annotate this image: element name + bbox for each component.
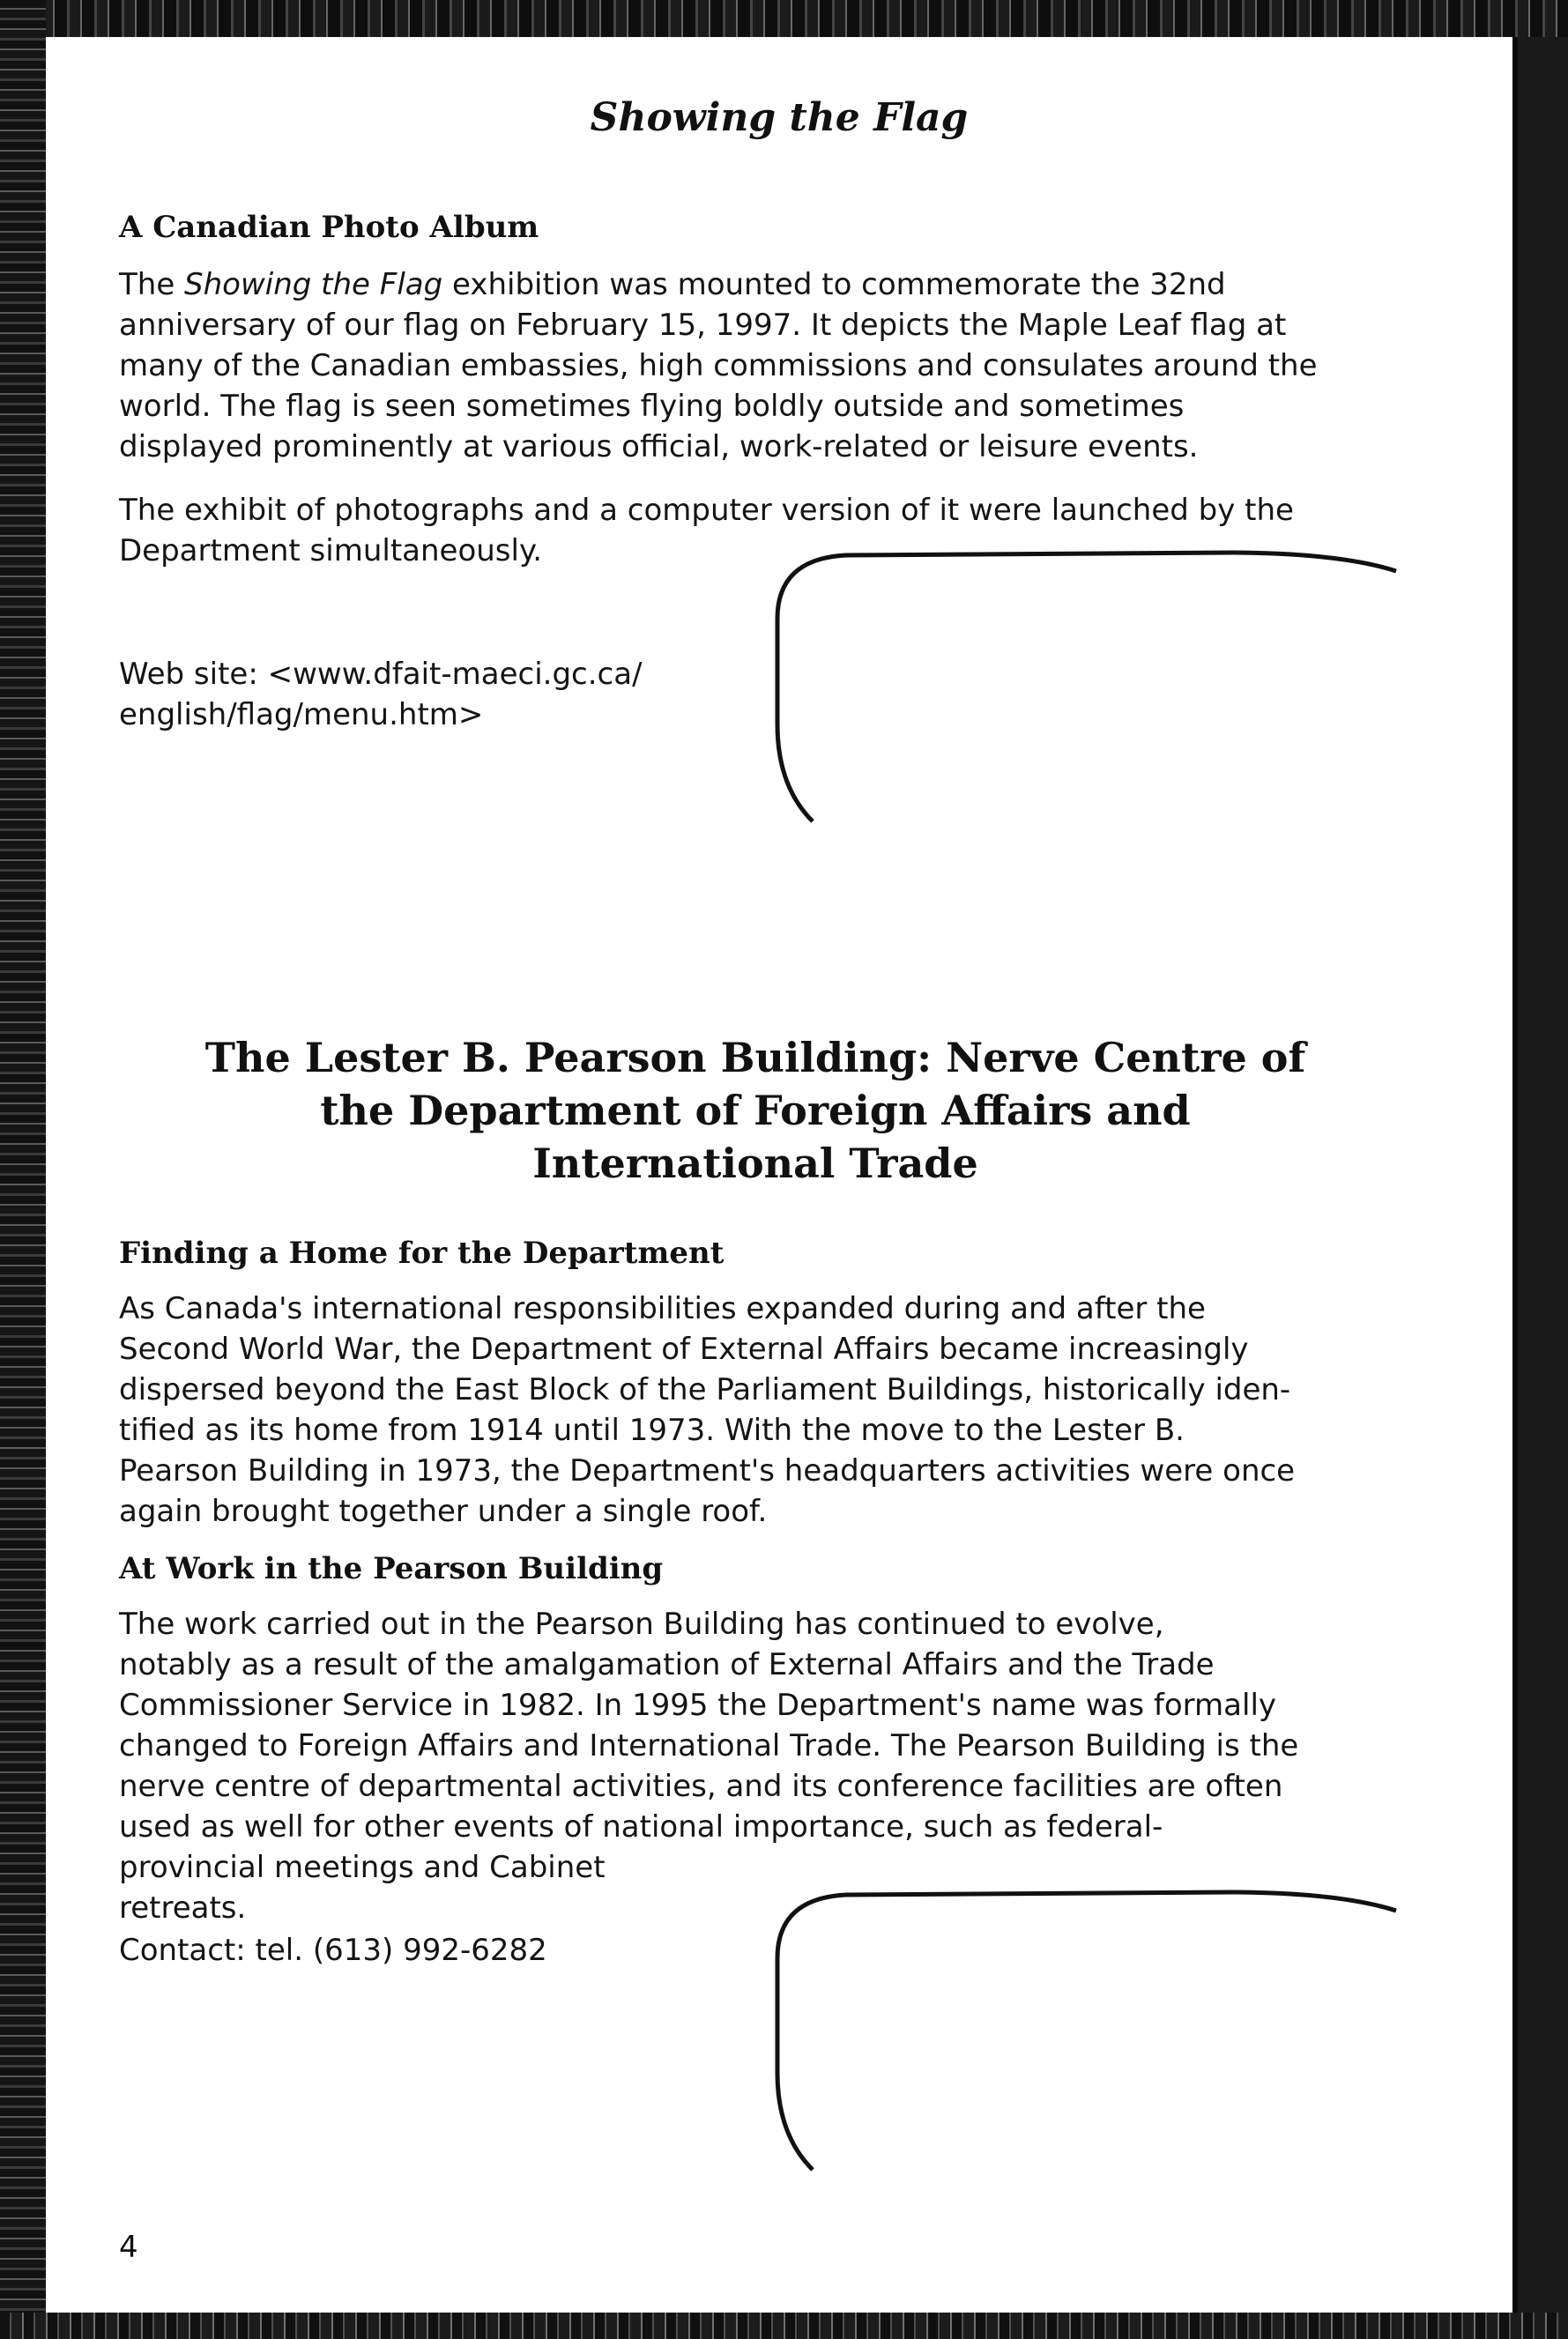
section1-paragraph-1 <box>119 264 1459 467</box>
section1-title: Showing the Flag <box>590 95 969 140</box>
title-line: the Department of Foreign Affairs and <box>320 1087 1191 1134</box>
photo-frame-bracket-2 <box>742 1853 1412 2179</box>
text-line: provincial meetings and Cabinet <box>119 1850 606 1885</box>
title-line: International Trade <box>532 1140 978 1187</box>
section2-paragraph-1 <box>119 1288 1476 1532</box>
document-page <box>46 37 1518 2313</box>
text-line: Second World War, the Department of External Affairs became increasingly <box>119 1332 1249 1367</box>
scan-border-left <box>0 0 46 2339</box>
text-line: The exhibit of photographs and a computer version of it were launched by the <box>119 493 1294 528</box>
text-line: world. The flag is seen sometimes flying boldly outside and sometimes <box>119 389 1185 424</box>
title-line: The Lester B. Pearson Building: Nerve Centre of <box>204 1034 1306 1081</box>
section1-subtitle: A Canadian Photo Album <box>119 210 539 245</box>
scan-border-top <box>0 0 1568 37</box>
text-line: english/flag/menu.htm> <box>119 697 484 732</box>
text-line: displayed prominently at various official, work-related or leisure events. <box>119 429 1199 464</box>
text-line: dispersed beyond the East Block of the Parliament Buildings, historically iden- <box>119 1372 1291 1407</box>
text-line: retreats. <box>119 1890 247 1926</box>
text-line: notably as a result of the amalgamation of External Affairs and the Trade <box>119 1647 1215 1682</box>
italic-title-span: Showing the Flag <box>184 267 443 302</box>
section2-subheading-1: Finding a Home for the Department <box>119 1236 725 1271</box>
text-line: Department simultaneously. <box>119 533 543 568</box>
section2-subheading-2: At Work in the Pearson Building <box>119 1551 664 1586</box>
section2-title <box>108 1031 1403 1190</box>
text-line: changed to Foreign Affairs and International Trade. The Pearson Building is the <box>119 1728 1299 1764</box>
text-line: Web site: <www.dfait-maeci.gc.ca/ <box>119 657 643 692</box>
text-line: many of the Canadian embassies, high commissions and consulates around the <box>119 348 1318 383</box>
web-site-note <box>119 654 789 735</box>
contact-line: Contact: tel. (613) 992-6282 <box>119 1933 547 1968</box>
text-line: As Canada's international responsibilities expanded during and after the <box>119 1291 1206 1326</box>
text-line: The work carried out in the Pearson Building has continued to evolve, <box>119 1607 1164 1642</box>
text-line: used as well for other events of national importance, such as federal- <box>119 1809 1163 1845</box>
photo-frame-bracket-1 <box>742 513 1412 830</box>
scan-border-bottom <box>0 2313 1568 2339</box>
text-line: again brought together under a single roof. <box>119 1494 768 1529</box>
text-line: Pearson Building in 1973, the Department's headquarters activities were once <box>119 1453 1296 1489</box>
text-line: Commissioner Service in 1982. In 1995 the Department's name was formally <box>119 1688 1277 1723</box>
text-line: nerve centre of departmental activities, and its conference facilities are often <box>119 1769 1283 1804</box>
text-span: exhibition was mounted to commemorate the 32nd <box>442 267 1226 302</box>
text-line: tified as its home from 1914 until 1973. With the move to the Lester B. <box>119 1413 1185 1448</box>
text-line <box>119 264 1459 305</box>
text-span: The <box>119 267 185 302</box>
page-number: 4 <box>119 2230 138 2265</box>
text-line: anniversary of our flag on February 15, 1997. It depicts the Maple Leaf flag at <box>119 308 1287 343</box>
